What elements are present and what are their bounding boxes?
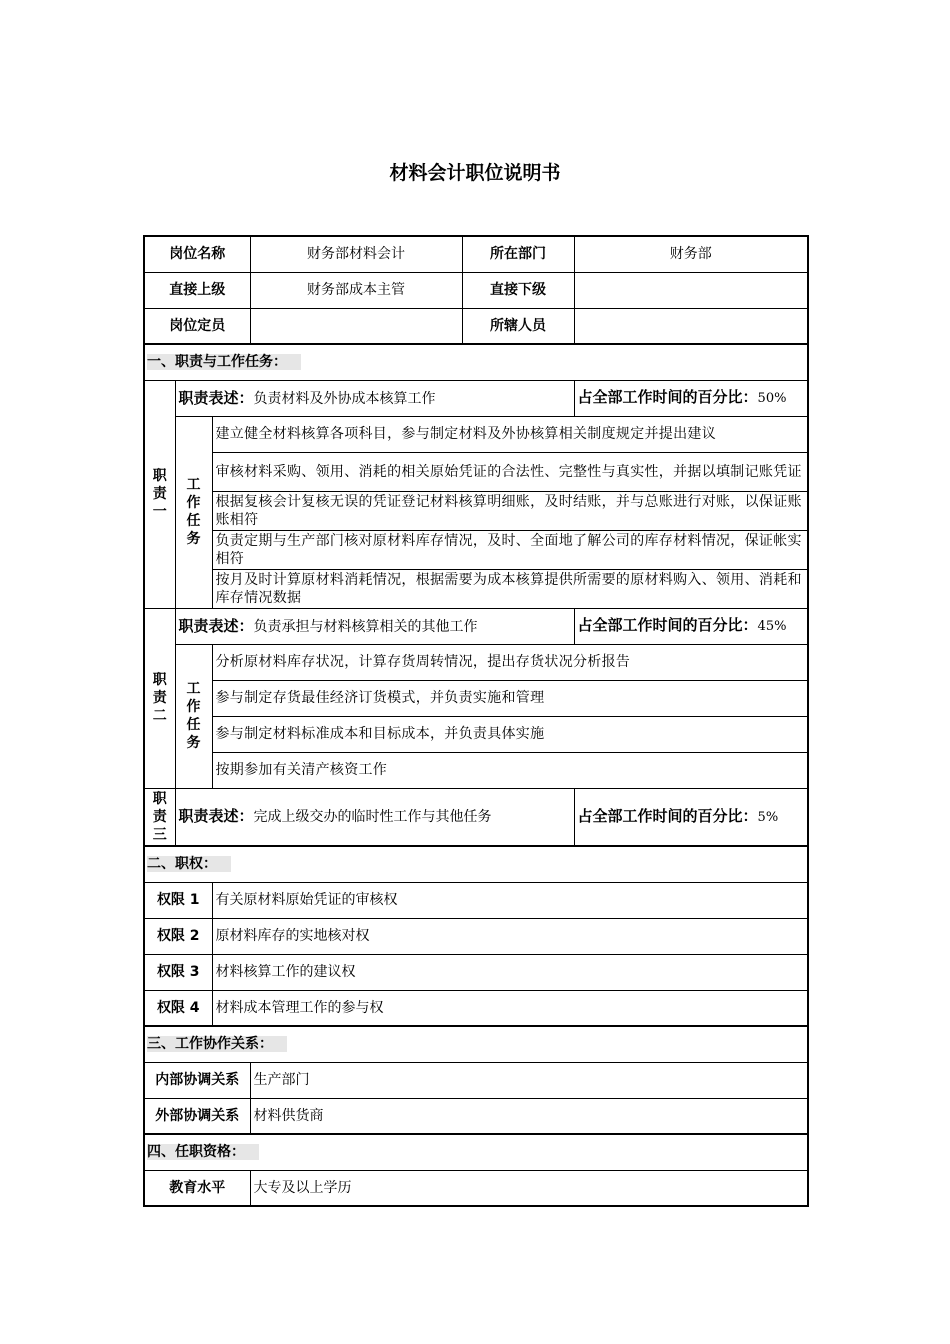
duty2-task-3: 参与制定材料标准成本和目标成本，并负责具体实施 <box>212 716 808 752</box>
right-text-4: 材料成本管理工作的参与权 <box>212 990 808 1026</box>
right-text-3: 材料核算工作的建议权 <box>212 954 808 990</box>
headcount-value <box>250 308 462 344</box>
duty1-task-1: 建立健全材料核算各项科目，参与制定材料及外协核算相关制度规定并提出建议 <box>212 416 808 452</box>
right-row <box>144 954 808 990</box>
right-text-1: 有关原材料原始凭证的审核权 <box>212 882 808 918</box>
duty3-desc: 职责表述：完成上级交办的临时性工作与其他任务 <box>175 788 574 846</box>
education-label: 教育水平 <box>144 1170 250 1206</box>
duty1-task-row <box>144 530 808 569</box>
internal-relation-value: 生产部门 <box>250 1062 808 1098</box>
duty1-task-row <box>144 569 808 608</box>
duty1-task-4: 负责定期与生产部门核对原材料库存情况，及时、全面地了解公司的库存材料情况，保证帐实相符 <box>212 530 808 569</box>
managed-label: 所辖人员 <box>462 308 574 344</box>
internal-relation-row <box>144 1062 808 1098</box>
duty2-pct: 占全部工作时间的百分比：45% <box>574 608 808 644</box>
section4-heading: 四、任职资格： <box>144 1134 808 1170</box>
external-relation-value: 材料供货商 <box>250 1098 808 1134</box>
duty1-desc: 职责表述：负责材料及外协成本核算工作 <box>175 380 574 416</box>
right-text-2: 原材料库存的实地核对权 <box>212 918 808 954</box>
right-label-3: 权限 3 <box>144 954 212 990</box>
superior-label: 直接上级 <box>144 272 250 308</box>
section3-heading-row <box>144 1026 808 1062</box>
duty1-task-3: 根据复核会计复核无误的凭证登记材料核算明细账，及时结账，并与总账进行对账，以保证账账相符 <box>212 491 808 530</box>
section2-heading-row <box>144 846 808 882</box>
external-relation-label: 外部协调关系 <box>144 1098 250 1134</box>
basic-row-2 <box>144 272 808 308</box>
duty1-task-row <box>144 452 808 491</box>
position-name-label: 岗位名称 <box>144 236 250 272</box>
duty2-desc: 职责表述：负责承担与材料核算相关的其他工作 <box>175 608 574 644</box>
right-label-2: 权限 2 <box>144 918 212 954</box>
duty1-task-label: 工 作 任 务 <box>175 416 212 608</box>
subordinate-label: 直接下级 <box>462 272 574 308</box>
section3-heading: 三、工作协作关系： <box>144 1026 808 1062</box>
headcount-label: 岗位定员 <box>144 308 250 344</box>
duty2-label: 职 责 二 <box>144 608 175 788</box>
right-row <box>144 918 808 954</box>
duty1-task-row <box>144 416 808 452</box>
right-label-1: 权限 1 <box>144 882 212 918</box>
education-value: 大专及以上学历 <box>250 1170 808 1206</box>
right-label-4: 权限 4 <box>144 990 212 1026</box>
duty2-task-row <box>144 752 808 788</box>
section2-heading: 二、职权： <box>144 846 808 882</box>
external-relation-row <box>144 1098 808 1134</box>
subordinate-value <box>574 272 808 308</box>
duty2-task-row <box>144 716 808 752</box>
duty2-task-label: 工 作 任 务 <box>175 644 212 788</box>
duty1-task-5: 按月及时计算原材料消耗情况，根据需要为成本核算提供所需要的原材料购入、领用、消耗和库存情况数据 <box>212 569 808 608</box>
page-title: 材料会计职位说明书 <box>389 162 561 184</box>
duty3-desc-row <box>144 788 808 846</box>
superior-value: 财务部成本主管 <box>250 272 462 308</box>
duty2-desc-row <box>144 608 808 644</box>
duty3-pct: 占全部工作时间的百分比：5% <box>574 788 808 846</box>
department-label: 所在部门 <box>462 236 574 272</box>
section4-heading-row <box>144 1134 808 1170</box>
managed-value <box>574 308 808 344</box>
education-row <box>144 1170 808 1206</box>
basic-row-1 <box>144 236 808 272</box>
duty3-label: 职 责 三 <box>144 788 175 846</box>
internal-relation-label: 内部协调关系 <box>144 1062 250 1098</box>
duty1-task-row <box>144 491 808 530</box>
section1-heading-row <box>144 344 808 380</box>
right-row <box>144 990 808 1026</box>
department-value: 财务部 <box>574 236 808 272</box>
basic-row-3 <box>144 308 808 344</box>
duty2-task-1: 分析原材料库存状况，计算存货周转情况，提出存货状况分析报告 <box>212 644 808 680</box>
duty2-task-row <box>144 644 808 680</box>
duty2-task-2: 参与制定存货最佳经济订货模式，并负责实施和管理 <box>212 680 808 716</box>
duty2-task-4: 按期参加有关清产核资工作 <box>212 752 808 788</box>
job-description-table <box>143 235 809 1207</box>
duty2-task-row <box>144 680 808 716</box>
right-row <box>144 882 808 918</box>
section1-heading: 一、职责与工作任务： <box>144 344 808 380</box>
duty1-desc-row <box>144 380 808 416</box>
position-name-value: 财务部材料会计 <box>250 236 462 272</box>
duty1-task-2: 审核材料采购、领用、消耗的相关原始凭证的合法性、完整性与真实性，并据以填制记账凭证 <box>212 452 808 491</box>
duty1-label: 职 责 一 <box>144 380 175 608</box>
duty1-pct: 占全部工作时间的百分比：50% <box>574 380 808 416</box>
